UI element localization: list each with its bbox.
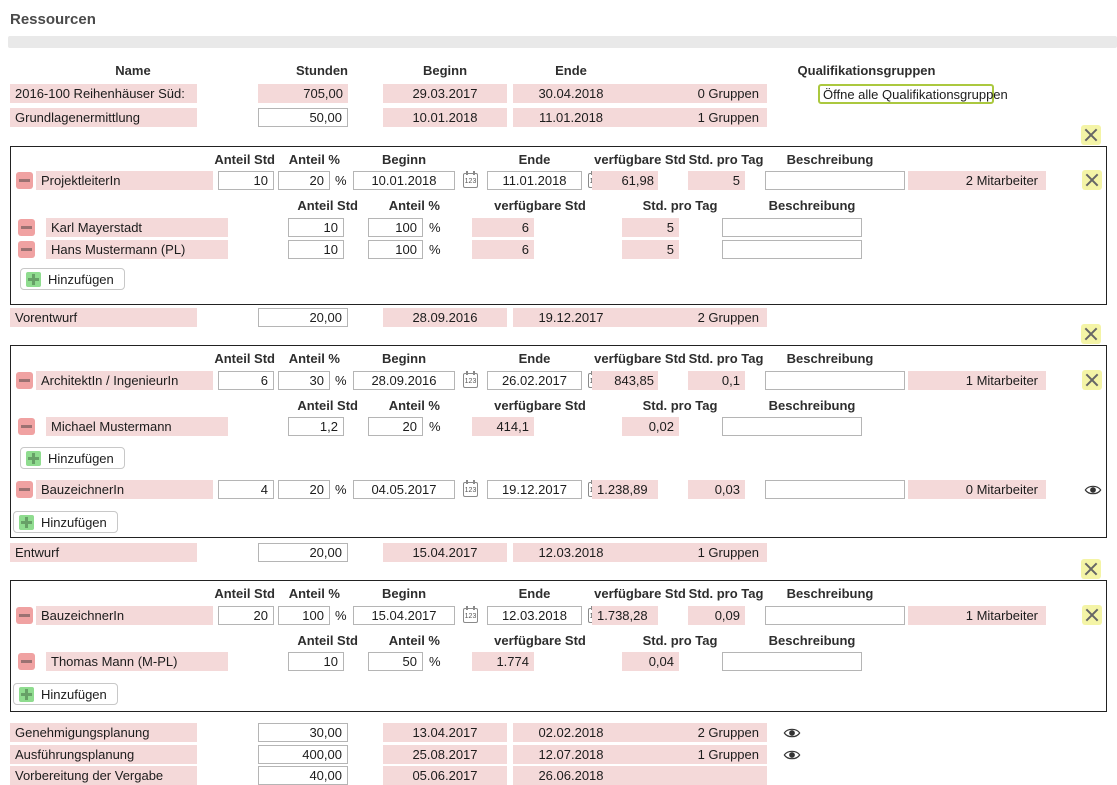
plus-icon — [26, 451, 41, 466]
std-pro-tag-cell: 0,02 — [622, 417, 679, 436]
std-pro-tag-cell: 0,03 — [688, 480, 745, 499]
qualification-name: ArchitektIn / IngenieurIn — [36, 371, 213, 390]
percent-sign: % — [429, 242, 441, 257]
qualification-name: ProjektleiterIn — [36, 171, 213, 190]
remove-qualification-button[interactable] — [16, 607, 33, 624]
header-std-pro-tag: Std. pro Tag — [642, 198, 718, 213]
verfuegbare-std-cell: 1.774 — [472, 652, 534, 671]
header-anteil-pct: Anteil % — [388, 198, 440, 213]
header-ende: Ende — [518, 586, 551, 601]
header-beschreibung: Beschreibung — [768, 633, 856, 648]
phase-ende: 12.03.2018 — [513, 543, 629, 562]
header-verfuegbare-std: verfügbare Std — [594, 586, 686, 601]
add-member-button[interactable] — [20, 268, 125, 290]
percent-sign: % — [335, 173, 347, 188]
mitarbeiter-count: 0 Mitarbeiter — [908, 480, 1046, 499]
verfuegbare-std-cell: 6 — [472, 218, 534, 237]
qualification-name: BauzeichnerIn — [36, 480, 213, 499]
phase-ende: 19.12.2017 — [513, 308, 629, 327]
verfuegbare-std-cell: 843,85 — [592, 371, 658, 390]
close-group-section-icon[interactable] — [1081, 125, 1101, 145]
beginn-date-input[interactable] — [353, 371, 455, 390]
phase-stunden-input[interactable] — [258, 108, 348, 127]
beginn-date-input[interactable] — [353, 171, 455, 190]
phase-beginn: 10.01.2018 — [383, 108, 507, 127]
member-row — [0, 218, 1117, 237]
col-header-name: Name — [115, 63, 151, 78]
header-anteil-pct: Anteil % — [388, 633, 440, 648]
col-header-ende: Ende — [555, 63, 587, 78]
header-std-pro-tag: Std. pro Tag — [688, 351, 764, 366]
beschreibung-input[interactable] — [765, 480, 905, 499]
phase-beginn: 13.04.2017 — [383, 723, 507, 742]
std-pro-tag-cell: 5 — [688, 171, 745, 190]
calendar-icon[interactable] — [463, 608, 478, 623]
add-button-label: Hinzufügen — [41, 686, 107, 702]
header-beschreibung: Beschreibung — [768, 398, 856, 413]
group-header-row — [0, 586, 1117, 605]
phase-stunden-input[interactable] — [258, 745, 348, 764]
add-button-label: Hinzufügen — [41, 514, 107, 530]
member-header-row — [0, 198, 1117, 217]
anteil-std-input[interactable] — [218, 606, 274, 625]
remove-member-button[interactable] — [18, 418, 35, 435]
mitarbeiter-count: 2 Mitarbeiter — [908, 171, 1046, 190]
phase-beginn: 28.09.2016 — [383, 308, 507, 327]
eye-icon[interactable] — [783, 727, 801, 740]
member-name: Michael Mustermann — [46, 417, 228, 436]
member-row — [0, 417, 1117, 436]
header-anteil-pct: Anteil % — [288, 152, 340, 167]
anteil-std-input[interactable] — [218, 371, 274, 390]
anteil-pct-input[interactable] — [368, 218, 423, 237]
gruppen-count: 1 Gruppen — [628, 745, 767, 764]
member-header-row — [0, 398, 1117, 417]
header-beginn: Beginn — [381, 152, 427, 167]
phase-name: 2016-100 Reihenhäuser Süd: — [10, 84, 197, 103]
close-qualification-icon[interactable] — [1082, 170, 1102, 190]
qualification-row — [0, 480, 1117, 499]
gruppen-count: 1 Gruppen — [628, 543, 767, 562]
phase-name: Vorbereitung der Vergabe — [10, 766, 197, 785]
add-qualification-button[interactable] — [13, 511, 118, 533]
percent-sign: % — [429, 654, 441, 669]
close-group-section-icon[interactable] — [1081, 559, 1101, 579]
anteil-std-input[interactable] — [218, 480, 274, 499]
plus-icon — [26, 272, 41, 287]
plus-icon — [19, 515, 34, 530]
qualification-row — [0, 371, 1117, 390]
anteil-std-input[interactable] — [218, 171, 274, 190]
eye-icon[interactable] — [1084, 484, 1102, 497]
header-anteil-pct: Anteil % — [388, 398, 440, 413]
col-header-beginn: Beginn — [422, 63, 468, 78]
anteil-std-input[interactable] — [288, 240, 344, 259]
anteil-pct-input[interactable] — [278, 480, 330, 499]
header-beginn: Beginn — [381, 586, 427, 601]
percent-sign: % — [429, 419, 441, 434]
gruppen-count — [628, 766, 767, 785]
beschreibung-input[interactable] — [765, 371, 905, 390]
close-qualification-icon[interactable] — [1082, 370, 1102, 390]
remove-member-button[interactable] — [18, 653, 35, 670]
phase-ende: 02.02.2018 — [513, 723, 629, 742]
anteil-std-input[interactable] — [288, 218, 344, 237]
ende-date-input[interactable] — [487, 171, 582, 190]
header-anteil-std: Anteil Std — [214, 351, 275, 366]
phase-beginn: 29.03.2017 — [383, 84, 507, 103]
phase-ende: 30.04.2018 — [513, 84, 629, 103]
member-row — [0, 652, 1117, 671]
phase-stunden-input[interactable] — [258, 766, 348, 785]
beschreibung-input[interactable] — [765, 606, 905, 625]
eye-icon[interactable] — [783, 749, 801, 762]
gruppen-count: 0 Gruppen — [628, 84, 767, 103]
header-ende: Ende — [518, 152, 551, 167]
percent-sign: % — [335, 482, 347, 497]
verfuegbare-std-cell: 1.738,28 — [592, 606, 658, 625]
header-std-pro-tag: Std. pro Tag — [642, 633, 718, 648]
anteil-std-input[interactable] — [288, 652, 344, 671]
beschreibung-input[interactable] — [722, 240, 862, 259]
remove-qualification-button[interactable] — [16, 372, 33, 389]
remove-qualification-button[interactable] — [16, 172, 33, 189]
header-anteil-std: Anteil Std — [297, 398, 358, 413]
calendar-icon[interactable] — [463, 373, 478, 388]
phase-name: Entwurf — [10, 543, 197, 562]
phase-beginn: 05.06.2017 — [383, 766, 507, 785]
phase-row — [0, 745, 1117, 764]
std-pro-tag-cell: 0,04 — [622, 652, 679, 671]
beginn-date-input[interactable] — [353, 606, 455, 625]
main-table-header — [0, 63, 1117, 82]
group-header-row — [0, 152, 1117, 171]
gruppen-count: 2 Gruppen — [628, 723, 767, 742]
header-beschreibung: Beschreibung — [786, 152, 874, 167]
phase-row — [0, 108, 1117, 127]
close-qualification-icon[interactable] — [1082, 605, 1102, 625]
header-verfuegbare-std: verfügbare Std — [494, 198, 586, 213]
phase-name: Grundlagenermittlung — [10, 108, 197, 127]
qualification-row — [0, 606, 1117, 625]
phase-stunden-input[interactable] — [258, 308, 348, 327]
plus-icon — [19, 687, 34, 702]
anteil-pct-input[interactable] — [278, 606, 330, 625]
header-verfuegbare-std: verfügbare Std — [494, 633, 586, 648]
header-anteil-pct: Anteil % — [288, 351, 340, 366]
header-std-pro-tag: Std. pro Tag — [688, 586, 764, 601]
anteil-pct-input[interactable] — [278, 371, 330, 390]
member-name: Karl Mayerstadt — [46, 218, 228, 237]
header-anteil-pct: Anteil % — [288, 586, 340, 601]
col-header-stunden: Stunden — [296, 63, 348, 78]
phase-stunden: 705,00 — [258, 84, 348, 103]
beschreibung-input[interactable] — [722, 218, 862, 237]
add-member-button[interactable] — [20, 447, 125, 469]
header-std-pro-tag: Std. pro Tag — [642, 398, 718, 413]
phase-ende: 11.01.2018 — [513, 108, 629, 127]
add-button-label: Hinzufügen — [48, 271, 114, 287]
phase-row — [0, 308, 1117, 327]
std-pro-tag-cell: 0,09 — [688, 606, 745, 625]
header-ende: Ende — [518, 351, 551, 366]
qualification-row — [0, 171, 1117, 190]
percent-sign: % — [335, 608, 347, 623]
page-title: Ressourcen — [10, 11, 96, 28]
verfuegbare-std-cell: 6 — [472, 240, 534, 259]
verfuegbare-std-cell: 61,98 — [592, 171, 658, 190]
verfuegbare-std-cell: 1.238,89 — [592, 480, 658, 499]
header-beschreibung: Beschreibung — [768, 198, 856, 213]
percent-sign: % — [429, 220, 441, 235]
beginn-date-input[interactable] — [353, 480, 455, 499]
phase-stunden-input[interactable] — [258, 723, 348, 742]
percent-sign: % — [335, 373, 347, 388]
std-pro-tag-cell: 0,1 — [688, 371, 745, 390]
anteil-pct-input[interactable] — [368, 652, 423, 671]
anteil-pct-input[interactable] — [278, 171, 330, 190]
phase-row — [0, 766, 1117, 785]
remove-member-button[interactable] — [18, 219, 35, 236]
header-verfuegbare-std: verfügbare Std — [494, 398, 586, 413]
add-member-button[interactable] — [13, 683, 118, 705]
phase-name: Genehmigungsplanung — [10, 723, 197, 742]
header-std-pro-tag: Std. pro Tag — [688, 152, 764, 167]
phase-name: Vorentwurf — [10, 308, 197, 327]
std-pro-tag-cell: 5 — [622, 240, 679, 259]
member-row — [0, 240, 1117, 259]
header-verfuegbare-std: verfügbare Std — [594, 152, 686, 167]
phase-beginn: 15.04.2017 — [383, 543, 507, 562]
calendar-icon[interactable] — [463, 173, 478, 188]
header-anteil-std: Anteil Std — [214, 152, 275, 167]
beschreibung-input[interactable] — [722, 417, 862, 436]
calendar-icon[interactable] — [463, 482, 478, 497]
group-header-row — [0, 351, 1117, 370]
header-anteil-std: Anteil Std — [297, 198, 358, 213]
member-header-row — [0, 633, 1117, 652]
phase-name: Ausführungsplanung — [10, 745, 197, 764]
beschreibung-input[interactable] — [722, 652, 862, 671]
std-pro-tag-cell: 5 — [622, 218, 679, 237]
ende-date-input[interactable] — [487, 480, 582, 499]
beschreibung-input[interactable] — [765, 171, 905, 190]
header-anteil-std: Anteil Std — [297, 633, 358, 648]
verfuegbare-std-cell: 414,1 — [472, 417, 534, 436]
header-anteil-std: Anteil Std — [214, 586, 275, 601]
member-name: Hans Mustermann (PL) — [46, 240, 228, 259]
ende-date-input[interactable] — [487, 371, 582, 390]
member-name: Thomas Mann (M-PL) — [46, 652, 228, 671]
remove-member-button[interactable] — [18, 241, 35, 258]
mitarbeiter-count: 1 Mitarbeiter — [908, 606, 1046, 625]
header-beginn: Beginn — [381, 351, 427, 366]
anteil-pct-input[interactable] — [368, 240, 423, 259]
gruppen-count: 1 Gruppen — [628, 108, 767, 127]
phase-stunden-input[interactable] — [258, 543, 348, 562]
remove-qualification-button[interactable] — [16, 481, 33, 498]
close-group-section-icon[interactable] — [1081, 324, 1101, 344]
header-beschreibung: Beschreibung — [786, 586, 874, 601]
anteil-pct-input[interactable] — [368, 417, 423, 436]
phase-beginn: 25.08.2017 — [383, 745, 507, 764]
phase-ende: 12.07.2018 — [513, 745, 629, 764]
col-header-qualifikationsgruppen: Qualifikationsgruppen — [797, 63, 936, 78]
ende-date-input[interactable] — [487, 606, 582, 625]
mitarbeiter-count: 1 Mitarbeiter — [908, 371, 1046, 390]
anteil-std-input[interactable] — [288, 417, 344, 436]
add-button-label: Hinzufügen — [48, 450, 114, 466]
qualification-name: BauzeichnerIn — [36, 606, 213, 625]
open-all-qualification-groups-button[interactable]: Öffne alle Qualifikationsgruppen — [818, 84, 994, 104]
toolbar-strip — [8, 36, 1117, 48]
phase-row — [0, 84, 1117, 103]
header-beschreibung: Beschreibung — [786, 351, 874, 366]
header-verfuegbare-std: verfügbare Std — [594, 351, 686, 366]
gruppen-count: 2 Gruppen — [628, 308, 767, 327]
phase-row — [0, 543, 1117, 562]
phase-ende: 26.06.2018 — [513, 766, 629, 785]
phase-row — [0, 723, 1117, 742]
